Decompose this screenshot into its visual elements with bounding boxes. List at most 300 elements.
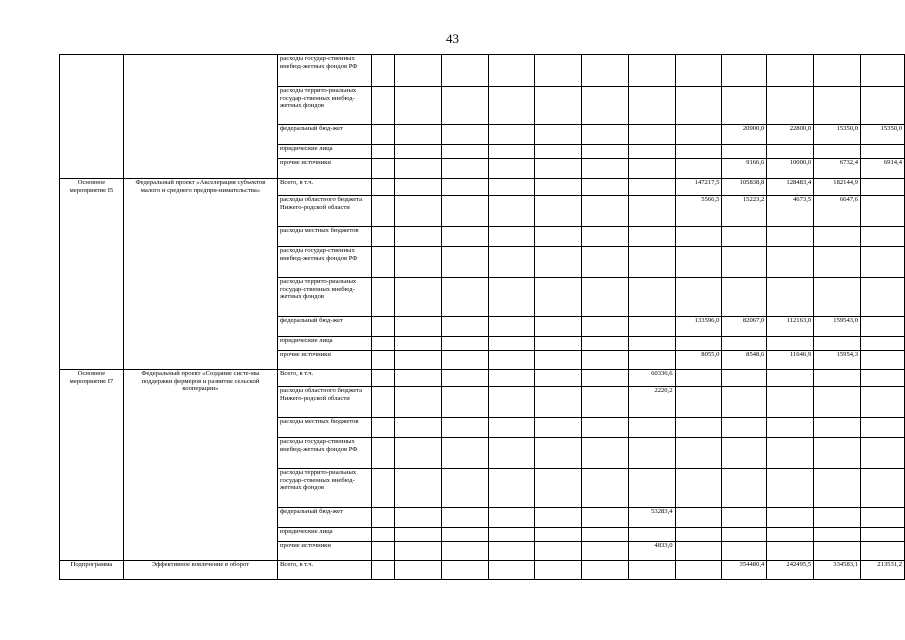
value-cell bbox=[395, 55, 442, 87]
value-cell bbox=[861, 528, 905, 542]
value-cell: 15223,2 bbox=[722, 196, 767, 227]
value-cell bbox=[628, 179, 675, 196]
funding-source-label: расходы областного бюджета Нижего-родской области bbox=[278, 387, 372, 418]
value-cell bbox=[767, 370, 814, 387]
value-cell bbox=[371, 247, 395, 278]
value-cell: 334583,1 bbox=[814, 561, 861, 580]
value-cell bbox=[371, 337, 395, 351]
value-cell bbox=[628, 528, 675, 542]
value-cell: 6732,4 bbox=[814, 159, 861, 179]
funding-source-label: юридические лица bbox=[278, 337, 372, 351]
value-cell bbox=[395, 508, 442, 528]
value-cell bbox=[442, 55, 489, 87]
value-cell bbox=[395, 179, 442, 196]
value-cell bbox=[395, 278, 442, 317]
value-cell bbox=[371, 387, 395, 418]
value-cell bbox=[582, 418, 629, 438]
value-cell bbox=[371, 196, 395, 227]
value-cell bbox=[395, 337, 442, 351]
value-cell bbox=[535, 87, 582, 125]
value-cell bbox=[442, 87, 489, 125]
value-cell bbox=[861, 317, 905, 337]
value-cell bbox=[861, 87, 905, 125]
value-cell bbox=[488, 508, 535, 528]
value-cell bbox=[442, 278, 489, 317]
value-cell bbox=[861, 508, 905, 528]
value-cell bbox=[535, 370, 582, 387]
value-cell bbox=[535, 55, 582, 87]
value-cell bbox=[814, 337, 861, 351]
funding-source-label: Всего, в т.ч. bbox=[278, 561, 372, 580]
value-cell: 15350,0 bbox=[814, 125, 861, 145]
value-cell bbox=[395, 227, 442, 247]
value-cell bbox=[371, 438, 395, 469]
value-cell bbox=[582, 125, 629, 145]
project-title-cell: Федеральный проект «Создание систе-мы поддержки фермеров и развитие сельской кооперации» bbox=[123, 370, 277, 561]
value-cell bbox=[371, 179, 395, 196]
value-cell: 2220,2 bbox=[628, 387, 675, 418]
value-cell: 6914,4 bbox=[861, 159, 905, 179]
value-cell bbox=[767, 438, 814, 469]
value-cell bbox=[628, 278, 675, 317]
funding-source-label: расходы государ-ственных внебюд-жетных фондов РФ bbox=[278, 247, 372, 278]
value-cell bbox=[582, 528, 629, 542]
value-cell bbox=[767, 87, 814, 125]
funding-source-label: юридические лица bbox=[278, 145, 372, 159]
value-cell bbox=[814, 55, 861, 87]
value-cell bbox=[722, 278, 767, 317]
value-cell bbox=[371, 317, 395, 337]
value-cell: 242495,5 bbox=[767, 561, 814, 580]
value-cell bbox=[395, 317, 442, 337]
funding-source-label: расходы государ-ственных внебюд-жетных фондов РФ bbox=[278, 55, 372, 87]
value-cell bbox=[722, 227, 767, 247]
value-cell bbox=[488, 351, 535, 370]
value-cell bbox=[861, 196, 905, 227]
event-cell: Подпрограмма bbox=[60, 561, 124, 580]
page-number: 43 bbox=[446, 31, 459, 46]
value-cell bbox=[675, 145, 722, 159]
value-cell bbox=[675, 561, 722, 580]
value-cell bbox=[395, 247, 442, 278]
value-cell: 9166,6 bbox=[722, 159, 767, 179]
value-cell bbox=[814, 418, 861, 438]
value-cell: 354480,4 bbox=[722, 561, 767, 580]
value-cell bbox=[371, 55, 395, 87]
value-cell bbox=[395, 196, 442, 227]
value-cell bbox=[582, 55, 629, 87]
value-cell bbox=[861, 370, 905, 387]
value-cell bbox=[488, 159, 535, 179]
value-cell bbox=[442, 196, 489, 227]
value-cell bbox=[582, 317, 629, 337]
value-cell bbox=[442, 337, 489, 351]
value-cell bbox=[535, 418, 582, 438]
value-cell bbox=[488, 145, 535, 159]
value-cell bbox=[535, 159, 582, 179]
value-cell bbox=[535, 125, 582, 145]
value-cell bbox=[675, 469, 722, 508]
value-cell: 53283,4 bbox=[628, 508, 675, 528]
event-cell: Основное мероприятие I5 bbox=[60, 179, 124, 370]
value-cell bbox=[395, 370, 442, 387]
value-cell: 147217,5 bbox=[675, 179, 722, 196]
value-cell bbox=[722, 337, 767, 351]
value-cell bbox=[371, 87, 395, 125]
value-cell bbox=[814, 542, 861, 561]
value-cell bbox=[675, 387, 722, 418]
value-cell bbox=[371, 542, 395, 561]
value-cell bbox=[628, 227, 675, 247]
value-cell bbox=[371, 278, 395, 317]
value-cell bbox=[814, 247, 861, 278]
funding-source-label: расходы местных бюджетов bbox=[278, 227, 372, 247]
value-cell bbox=[535, 469, 582, 508]
value-cell bbox=[628, 159, 675, 179]
value-cell bbox=[582, 508, 629, 528]
value-cell bbox=[675, 87, 722, 125]
funding-source-label: расходы местных бюджетов bbox=[278, 418, 372, 438]
funding-source-label: расходы террито-риальных государ-ственных внебюд-жетных фондов bbox=[278, 87, 372, 125]
value-cell bbox=[488, 247, 535, 278]
value-cell bbox=[442, 542, 489, 561]
value-cell bbox=[767, 278, 814, 317]
value-cell bbox=[582, 227, 629, 247]
value-cell bbox=[582, 247, 629, 278]
value-cell bbox=[767, 227, 814, 247]
value-cell: 82067,0 bbox=[722, 317, 767, 337]
value-cell bbox=[861, 337, 905, 351]
value-cell bbox=[535, 387, 582, 418]
value-cell bbox=[395, 561, 442, 580]
value-cell bbox=[582, 196, 629, 227]
funding-source-label: прочие источники bbox=[278, 542, 372, 561]
value-cell bbox=[675, 508, 722, 528]
value-cell bbox=[722, 542, 767, 561]
funding-source-label: Всего, в т.ч. bbox=[278, 179, 372, 196]
value-cell bbox=[535, 278, 582, 317]
event-cell: Основное мероприятие I7 bbox=[60, 370, 124, 561]
value-cell bbox=[535, 528, 582, 542]
funding-source-label: федеральный бюд-жет bbox=[278, 508, 372, 528]
value-cell bbox=[395, 469, 442, 508]
value-cell bbox=[395, 145, 442, 159]
value-cell bbox=[582, 542, 629, 561]
value-cell bbox=[767, 55, 814, 87]
value-cell bbox=[488, 227, 535, 247]
value-cell: 20900,0 bbox=[722, 125, 767, 145]
value-cell bbox=[442, 370, 489, 387]
value-cell bbox=[582, 159, 629, 179]
table-row bbox=[60, 179, 905, 196]
value-cell bbox=[488, 542, 535, 561]
project-title-cell bbox=[123, 55, 277, 179]
value-cell bbox=[371, 370, 395, 387]
value-cell bbox=[814, 278, 861, 317]
value-cell bbox=[371, 528, 395, 542]
value-cell: 128483,4 bbox=[767, 179, 814, 196]
value-cell bbox=[814, 87, 861, 125]
funding-source-label: прочие источники bbox=[278, 159, 372, 179]
value-cell bbox=[442, 159, 489, 179]
value-cell bbox=[861, 278, 905, 317]
value-cell bbox=[722, 508, 767, 528]
value-cell bbox=[628, 196, 675, 227]
value-cell bbox=[395, 387, 442, 418]
value-cell bbox=[535, 145, 582, 159]
value-cell bbox=[442, 317, 489, 337]
value-cell bbox=[442, 145, 489, 159]
value-cell bbox=[535, 508, 582, 528]
funding-source-label: расходы террито-риальных государ-ственных внебюд-жетных фондов bbox=[278, 469, 372, 508]
value-cell bbox=[535, 337, 582, 351]
value-cell: 213531,2 bbox=[861, 561, 905, 580]
value-cell bbox=[535, 179, 582, 196]
value-cell bbox=[488, 337, 535, 351]
value-cell bbox=[861, 542, 905, 561]
value-cell bbox=[675, 227, 722, 247]
value-cell bbox=[395, 418, 442, 438]
value-cell bbox=[582, 370, 629, 387]
project-title-cell: Федеральный проект «Акселерация субъектов малого и среднего предпри-нимательства» bbox=[123, 179, 277, 370]
value-cell bbox=[675, 278, 722, 317]
value-cell bbox=[395, 542, 442, 561]
value-cell bbox=[628, 125, 675, 145]
value-cell bbox=[814, 227, 861, 247]
value-cell bbox=[442, 179, 489, 196]
value-cell: 15954,3 bbox=[814, 351, 861, 370]
value-cell bbox=[582, 469, 629, 508]
value-cell bbox=[722, 528, 767, 542]
value-cell bbox=[675, 337, 722, 351]
value-cell bbox=[371, 145, 395, 159]
value-cell bbox=[861, 351, 905, 370]
value-cell bbox=[582, 278, 629, 317]
value-cell bbox=[442, 247, 489, 278]
value-cell bbox=[814, 528, 861, 542]
value-cell bbox=[488, 561, 535, 580]
value-cell bbox=[395, 87, 442, 125]
value-cell bbox=[488, 387, 535, 418]
funding-source-label: расходы областного бюджета Нижего-родской области bbox=[278, 196, 372, 227]
funding-source-label: прочие источники bbox=[278, 351, 372, 370]
value-cell bbox=[442, 508, 489, 528]
value-cell bbox=[722, 370, 767, 387]
value-cell: 133596,0 bbox=[675, 317, 722, 337]
value-cell bbox=[675, 159, 722, 179]
value-cell: 22800,0 bbox=[767, 125, 814, 145]
value-cell bbox=[675, 247, 722, 278]
value-cell bbox=[488, 87, 535, 125]
value-cell bbox=[722, 469, 767, 508]
value-cell bbox=[814, 508, 861, 528]
value-cell bbox=[861, 438, 905, 469]
value-cell bbox=[488, 528, 535, 542]
value-cell bbox=[628, 317, 675, 337]
value-cell bbox=[675, 418, 722, 438]
funding-source-label: федеральный бюд-жет bbox=[278, 317, 372, 337]
value-cell bbox=[628, 469, 675, 508]
value-cell bbox=[628, 337, 675, 351]
value-cell bbox=[814, 145, 861, 159]
value-cell bbox=[767, 247, 814, 278]
value-cell bbox=[535, 438, 582, 469]
value-cell: 11646,9 bbox=[767, 351, 814, 370]
value-cell bbox=[675, 370, 722, 387]
value-cell bbox=[488, 125, 535, 145]
value-cell: 6647,6 bbox=[814, 196, 861, 227]
value-cell bbox=[582, 337, 629, 351]
value-cell: 60336,6 bbox=[628, 370, 675, 387]
value-cell: 4833,0 bbox=[628, 542, 675, 561]
value-cell bbox=[675, 125, 722, 145]
value-cell bbox=[814, 387, 861, 418]
value-cell bbox=[488, 196, 535, 227]
funding-source-label: расходы государ-ственных внебюд-жетных фондов РФ bbox=[278, 438, 372, 469]
value-cell bbox=[395, 125, 442, 145]
value-cell bbox=[442, 387, 489, 418]
value-cell bbox=[488, 438, 535, 469]
value-cell bbox=[722, 247, 767, 278]
value-cell: 15350,0 bbox=[861, 125, 905, 145]
table-row bbox=[60, 55, 905, 87]
value-cell bbox=[767, 542, 814, 561]
value-cell bbox=[371, 159, 395, 179]
value-cell bbox=[442, 418, 489, 438]
table-row bbox=[60, 370, 905, 387]
value-cell bbox=[628, 438, 675, 469]
funding-source-label: юридические лица bbox=[278, 528, 372, 542]
value-cell bbox=[675, 55, 722, 87]
value-cell bbox=[535, 227, 582, 247]
value-cell bbox=[395, 528, 442, 542]
project-title-cell: Эффективное вовлечение в оборот bbox=[123, 561, 277, 580]
value-cell: 8055,0 bbox=[675, 351, 722, 370]
value-cell bbox=[861, 179, 905, 196]
value-cell bbox=[814, 438, 861, 469]
value-cell bbox=[488, 418, 535, 438]
value-cell bbox=[395, 159, 442, 179]
value-cell bbox=[628, 247, 675, 278]
value-cell bbox=[488, 179, 535, 196]
value-cell bbox=[582, 145, 629, 159]
value-cell: 182144,9 bbox=[814, 179, 861, 196]
value-cell bbox=[722, 387, 767, 418]
value-cell: 112163,0 bbox=[767, 317, 814, 337]
value-cell: 10000,0 bbox=[767, 159, 814, 179]
value-cell bbox=[535, 196, 582, 227]
value-cell bbox=[442, 528, 489, 542]
value-cell bbox=[371, 227, 395, 247]
value-cell bbox=[675, 438, 722, 469]
value-cell bbox=[767, 528, 814, 542]
table-row bbox=[60, 561, 905, 580]
value-cell bbox=[582, 387, 629, 418]
value-cell bbox=[488, 370, 535, 387]
value-cell bbox=[861, 247, 905, 278]
value-cell bbox=[767, 145, 814, 159]
value-cell bbox=[371, 351, 395, 370]
value-cell bbox=[395, 438, 442, 469]
value-cell bbox=[442, 469, 489, 508]
value-cell bbox=[582, 561, 629, 580]
value-cell bbox=[582, 351, 629, 370]
value-cell bbox=[675, 528, 722, 542]
value-cell bbox=[722, 145, 767, 159]
value-cell bbox=[442, 227, 489, 247]
value-cell bbox=[675, 542, 722, 561]
value-cell bbox=[442, 438, 489, 469]
value-cell bbox=[395, 351, 442, 370]
value-cell bbox=[767, 469, 814, 508]
funding-source-label: федеральный бюд-жет bbox=[278, 125, 372, 145]
value-cell bbox=[814, 370, 861, 387]
value-cell bbox=[371, 508, 395, 528]
value-cell bbox=[628, 561, 675, 580]
value-cell bbox=[582, 179, 629, 196]
value-cell bbox=[722, 55, 767, 87]
value-cell bbox=[767, 337, 814, 351]
value-cell bbox=[861, 418, 905, 438]
value-cell bbox=[442, 125, 489, 145]
value-cell bbox=[767, 418, 814, 438]
value-cell bbox=[861, 469, 905, 508]
value-cell bbox=[535, 247, 582, 278]
value-cell bbox=[371, 125, 395, 145]
value-cell bbox=[861, 227, 905, 247]
value-cell bbox=[582, 87, 629, 125]
financing-table bbox=[59, 54, 905, 580]
value-cell bbox=[488, 55, 535, 87]
value-cell bbox=[488, 469, 535, 508]
value-cell bbox=[371, 469, 395, 508]
value-cell: 8548,6 bbox=[722, 351, 767, 370]
value-cell bbox=[371, 418, 395, 438]
value-cell bbox=[767, 387, 814, 418]
value-cell bbox=[442, 351, 489, 370]
value-cell bbox=[767, 508, 814, 528]
value-cell bbox=[535, 542, 582, 561]
value-cell bbox=[371, 561, 395, 580]
value-cell bbox=[535, 351, 582, 370]
value-cell bbox=[861, 387, 905, 418]
value-cell bbox=[722, 87, 767, 125]
value-cell bbox=[582, 438, 629, 469]
value-cell bbox=[628, 55, 675, 87]
value-cell bbox=[722, 418, 767, 438]
value-cell: 159543,0 bbox=[814, 317, 861, 337]
value-cell: 5566,5 bbox=[675, 196, 722, 227]
funding-source-label: Всего, в т.ч. bbox=[278, 370, 372, 387]
value-cell bbox=[488, 278, 535, 317]
value-cell bbox=[722, 438, 767, 469]
value-cell bbox=[861, 145, 905, 159]
event-cell bbox=[60, 55, 124, 179]
value-cell: 4673,5 bbox=[767, 196, 814, 227]
value-cell: 105838,8 bbox=[722, 179, 767, 196]
value-cell bbox=[488, 317, 535, 337]
value-cell bbox=[628, 87, 675, 125]
value-cell bbox=[628, 145, 675, 159]
value-cell bbox=[628, 418, 675, 438]
value-cell bbox=[861, 55, 905, 87]
funding-source-label: расходы террито-риальных государ-ственных внебюд-жетных фондов bbox=[278, 278, 372, 317]
value-cell bbox=[814, 469, 861, 508]
value-cell bbox=[535, 561, 582, 580]
value-cell bbox=[535, 317, 582, 337]
value-cell bbox=[442, 561, 489, 580]
value-cell bbox=[628, 351, 675, 370]
